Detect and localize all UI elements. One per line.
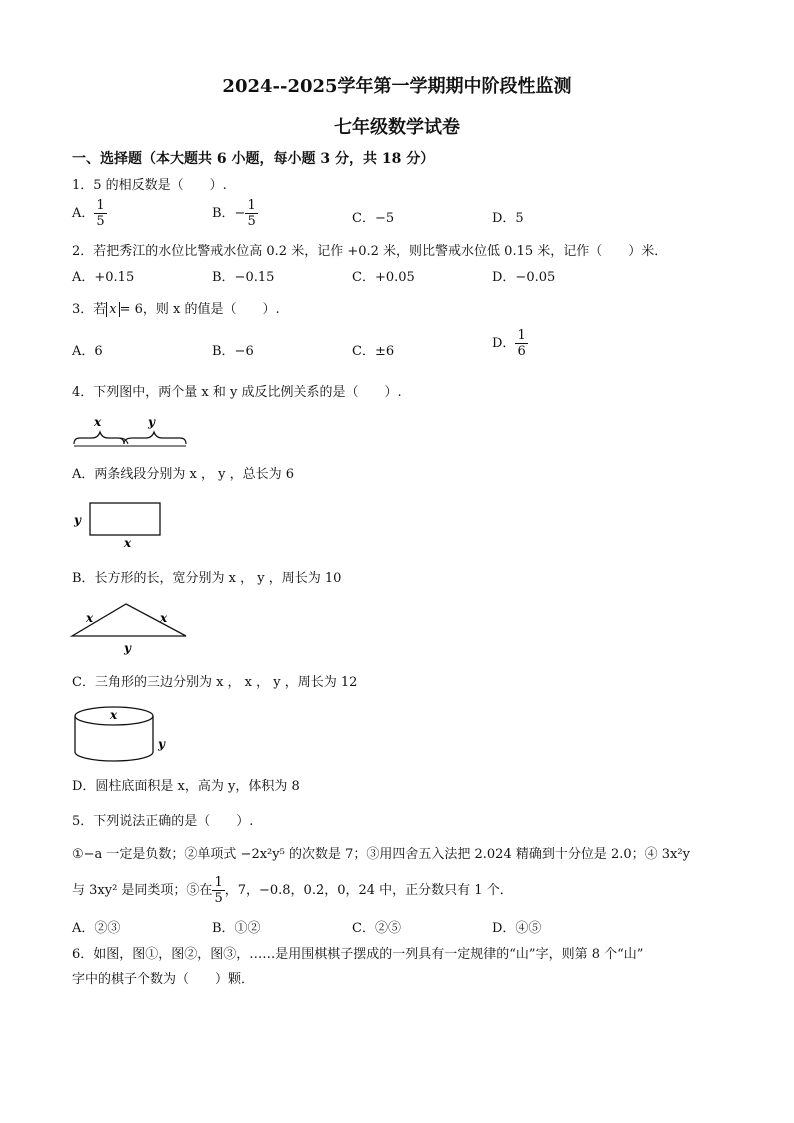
q3-option-a: A．6 — [72, 344, 103, 359]
q3-option-c: C．±6 — [352, 344, 395, 359]
q1-option-a: A． $\frac{1}{5}$ — [72, 198, 105, 229]
figure-d-y-label: y — [158, 737, 165, 751]
figure-b-x-label: x — [124, 536, 132, 550]
q5-option-d: D．④⑤ — [492, 921, 542, 936]
q2-option-c: C．+0.05 — [352, 270, 415, 285]
section-heading: 一、选择题（本大题共 6 小题，每小题 3 分，共 18 分） — [72, 151, 435, 167]
q4-option-a: A．两条线段分别为 x ， y ，总长为 6 — [72, 467, 294, 482]
q4-option-c: C．三角形的三边分别为 x ， x ， y ，周长为 12 — [72, 675, 358, 690]
figure-c-x-right-label: x — [160, 611, 168, 625]
q1-option-c: C．−5 — [352, 211, 395, 226]
q1-option-d: D．5 — [492, 211, 524, 226]
question-2-stem: 2．若把秀江的水位比警戒水位高 0.2 米，记作 +0.2 米，则比警戒水位低 0.15 米，记作（ ）米． — [72, 244, 668, 259]
absolute-value-x: x — [106, 302, 119, 317]
q4-option-b: B．长方形的长，宽分别为 x ， y ，周长为 10 — [72, 571, 342, 586]
figure-a-segments — [68, 410, 198, 452]
figure-d-cylinder — [68, 702, 178, 766]
figure-c-triangle — [68, 600, 192, 658]
question-5-statements-line2: 与 3xy² 是同类项；⑤在 $\frac{1}{5}$ ，7，−0.8，0.2̇，0，24 中，正分数只有 1 个． — [72, 875, 513, 906]
q3-option-d: D． $\frac{1}{6}$ — [492, 328, 526, 359]
question-3-stem: 3．若 x = 6，则 x 的值是（ ）. — [72, 302, 280, 317]
q2-option-b: B．−0.15 — [212, 270, 275, 285]
figure-c-x-left-label: x — [86, 611, 94, 625]
page-subtitle: 七年级数学试卷 — [334, 117, 460, 138]
q3-option-b: B．−6 — [212, 344, 254, 359]
q1-option-b: B．− $\frac{1}{5}$ — [212, 198, 256, 229]
q5-option-c: C．②⑤ — [352, 921, 401, 936]
figure-b-y-label: y — [74, 513, 81, 527]
figure-a-y-label: y — [148, 415, 155, 429]
question-6-stem-line1: 6．如图，图①，图②，图③，……是用围棋棋子摆成的一列具有一定规律的“山”字，则第 8 个“山” — [72, 947, 644, 962]
question-5-statements-line1: ①−a 一定是负数；②单项式 −2x²y⁵ 的次数是 7；③用四舍五入法把 2.024 精确到十分位是 2.0；④ 3x²y — [72, 847, 690, 862]
figure-b-rectangle — [68, 498, 168, 550]
q5-option-a: A．②③ — [72, 921, 121, 936]
figure-d-x-label: x — [110, 708, 118, 722]
q2-option-a: A．+0.15 — [72, 270, 135, 285]
figure-a-x-label: x — [94, 415, 102, 429]
q2-option-d: D．−0.05 — [492, 270, 556, 285]
figure-c-y-label: y — [124, 641, 131, 655]
question-1-stem: 1．5 的相反数是（ ）. — [72, 178, 227, 193]
question-4-stem: 4．下列图中，两个量 x 和 y 成反比例关系的是（ ）. — [72, 385, 402, 400]
question-6-stem-line2: 字中的棋子个数为（ ）颗． — [72, 972, 255, 987]
page-title: 2024--2025学年第一学期期中阶段性监测 — [222, 76, 572, 97]
q4-option-d: D．圆柱底面积是 x，高为 y，体积为 8 — [72, 779, 300, 794]
question-5-stem: 5．下列说法正确的是（ ）. — [72, 814, 254, 829]
q5-option-b: B．①② — [212, 921, 261, 936]
